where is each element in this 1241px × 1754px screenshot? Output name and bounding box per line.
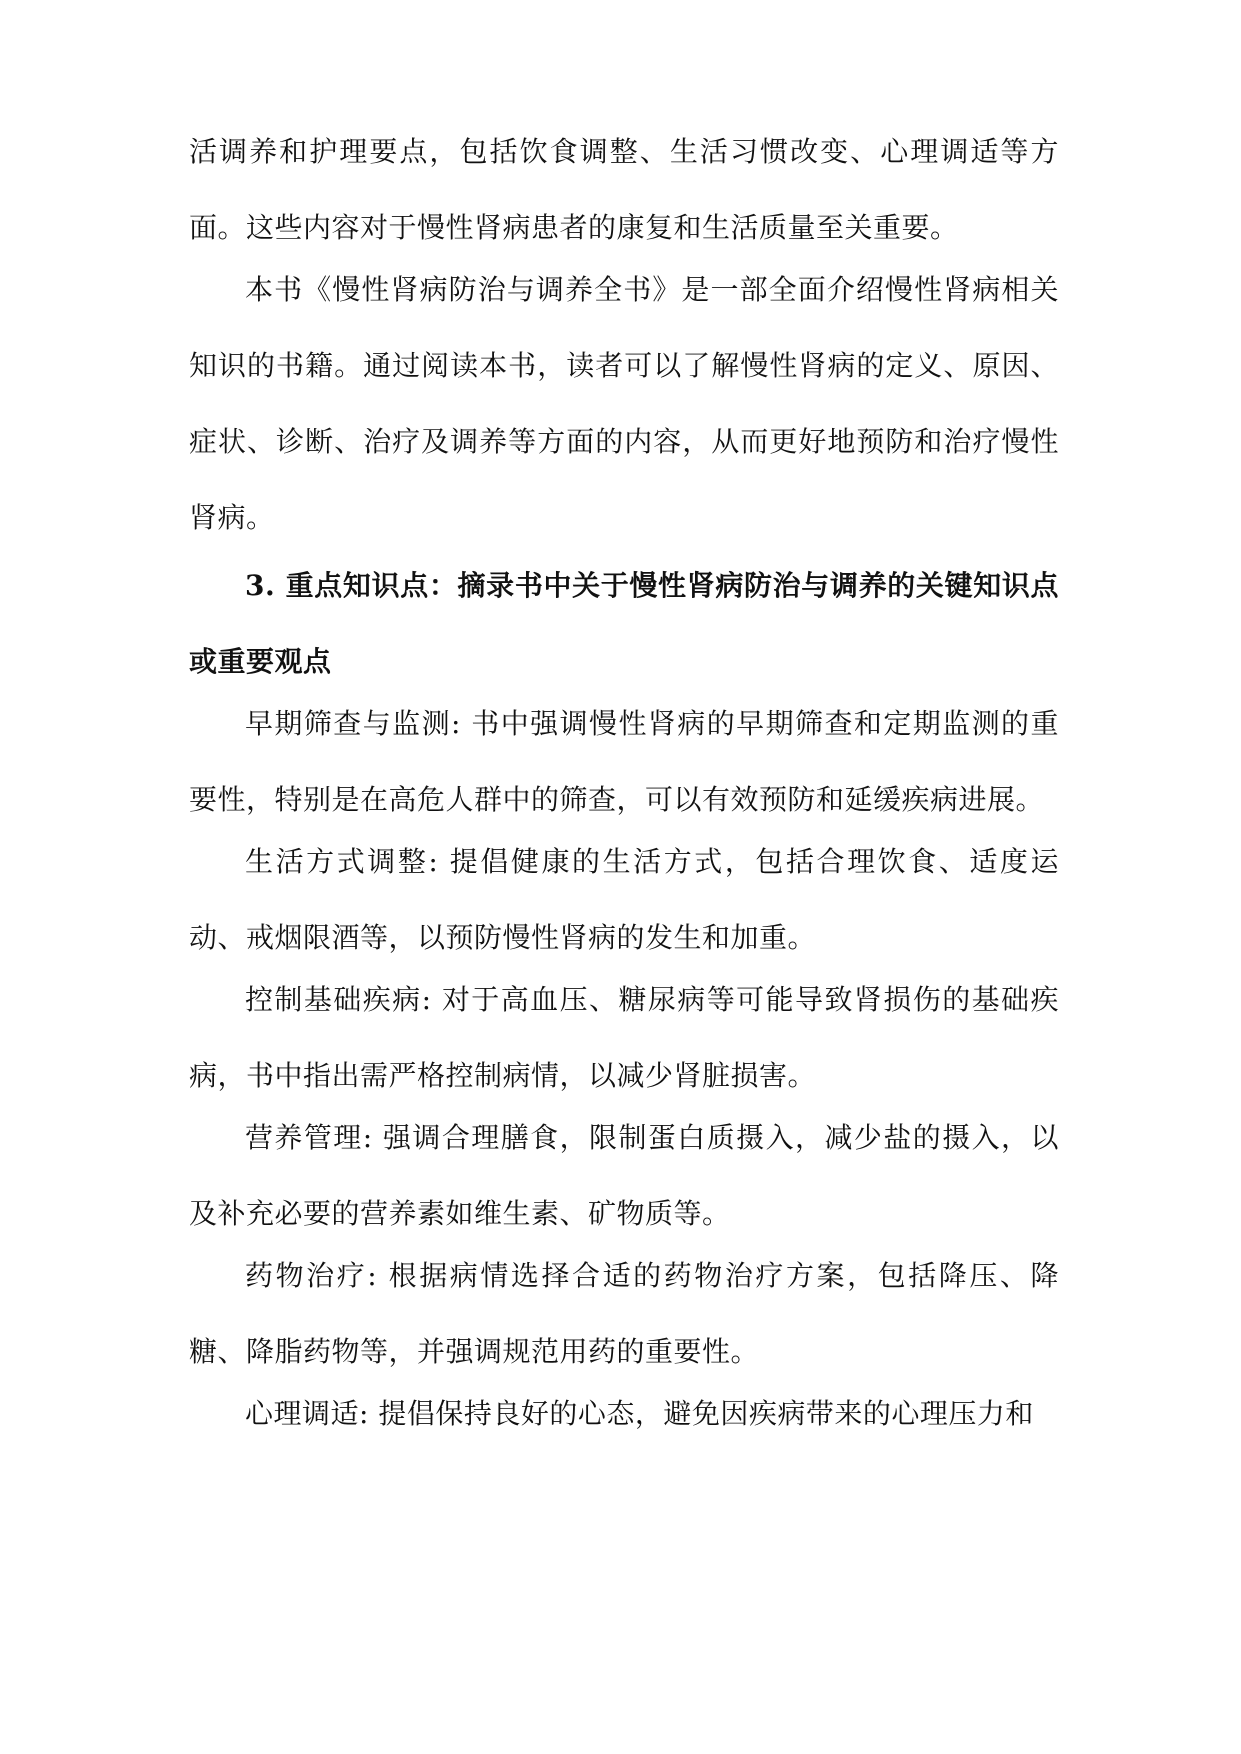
key-point-lifestyle: 生活方式调整: 提倡健康的生活方式，包括合理饮食、适度运动、戒烟限酒等，以预防慢性肾病的发生和加重。 <box>189 845 1059 954</box>
key-point-underlying-disease: 控制基础疾病: 对于高血压、糖尿病等可能导致肾损伤的基础疾病，书中指出需严格控制病情，以减少肾脏损害。 <box>189 983 1059 1092</box>
key-point-medication: 药物治疗: 根据病情选择合适的药物治疗方案，包括降压、降糖、降脂药物等，并强调规范用药的重要性。 <box>189 1259 1059 1368</box>
key-point-nutrition: 营养管理: 强调合理膳食，限制蛋白质摄入，减少盐的摄入，以及补充必要的营养素如维生素、矿物质等。 <box>189 1121 1059 1230</box>
paragraph-continuation: 活调养和护理要点，包括饮食调整、生活习惯改变、心理调适等方面。这些内容对于慢性肾病患者的康复和生活质量至关重要。 <box>189 135 1059 244</box>
key-point-psychology: 心理调适: 提倡保持良好的心态，避免因疾病带来的心理压力和 <box>245 1397 1034 1430</box>
key-point-early-screening: 早期筛查与监测: 书中强调慢性肾病的早期筛查和定期监测的重要性，特别是在高危人群中的筛查，可以有效预防和延缓疾病进展。 <box>189 707 1059 816</box>
section-3-heading: 3. 重点知识点：摘录书中关于慢性肾病防治与调养的关键知识点或重要观点 <box>189 569 1059 678</box>
paragraph-book-summary: 本书《慢性肾病防治与调养全书》是一部全面介绍慢性肾病相关知识的书籍。通过阅读本书，读者可以了解慢性肾病的定义、原因、症状、诊断、治疗及调养等方面的内容，从而更好地预防和治疗慢性肾病。 <box>189 273 1059 534</box>
